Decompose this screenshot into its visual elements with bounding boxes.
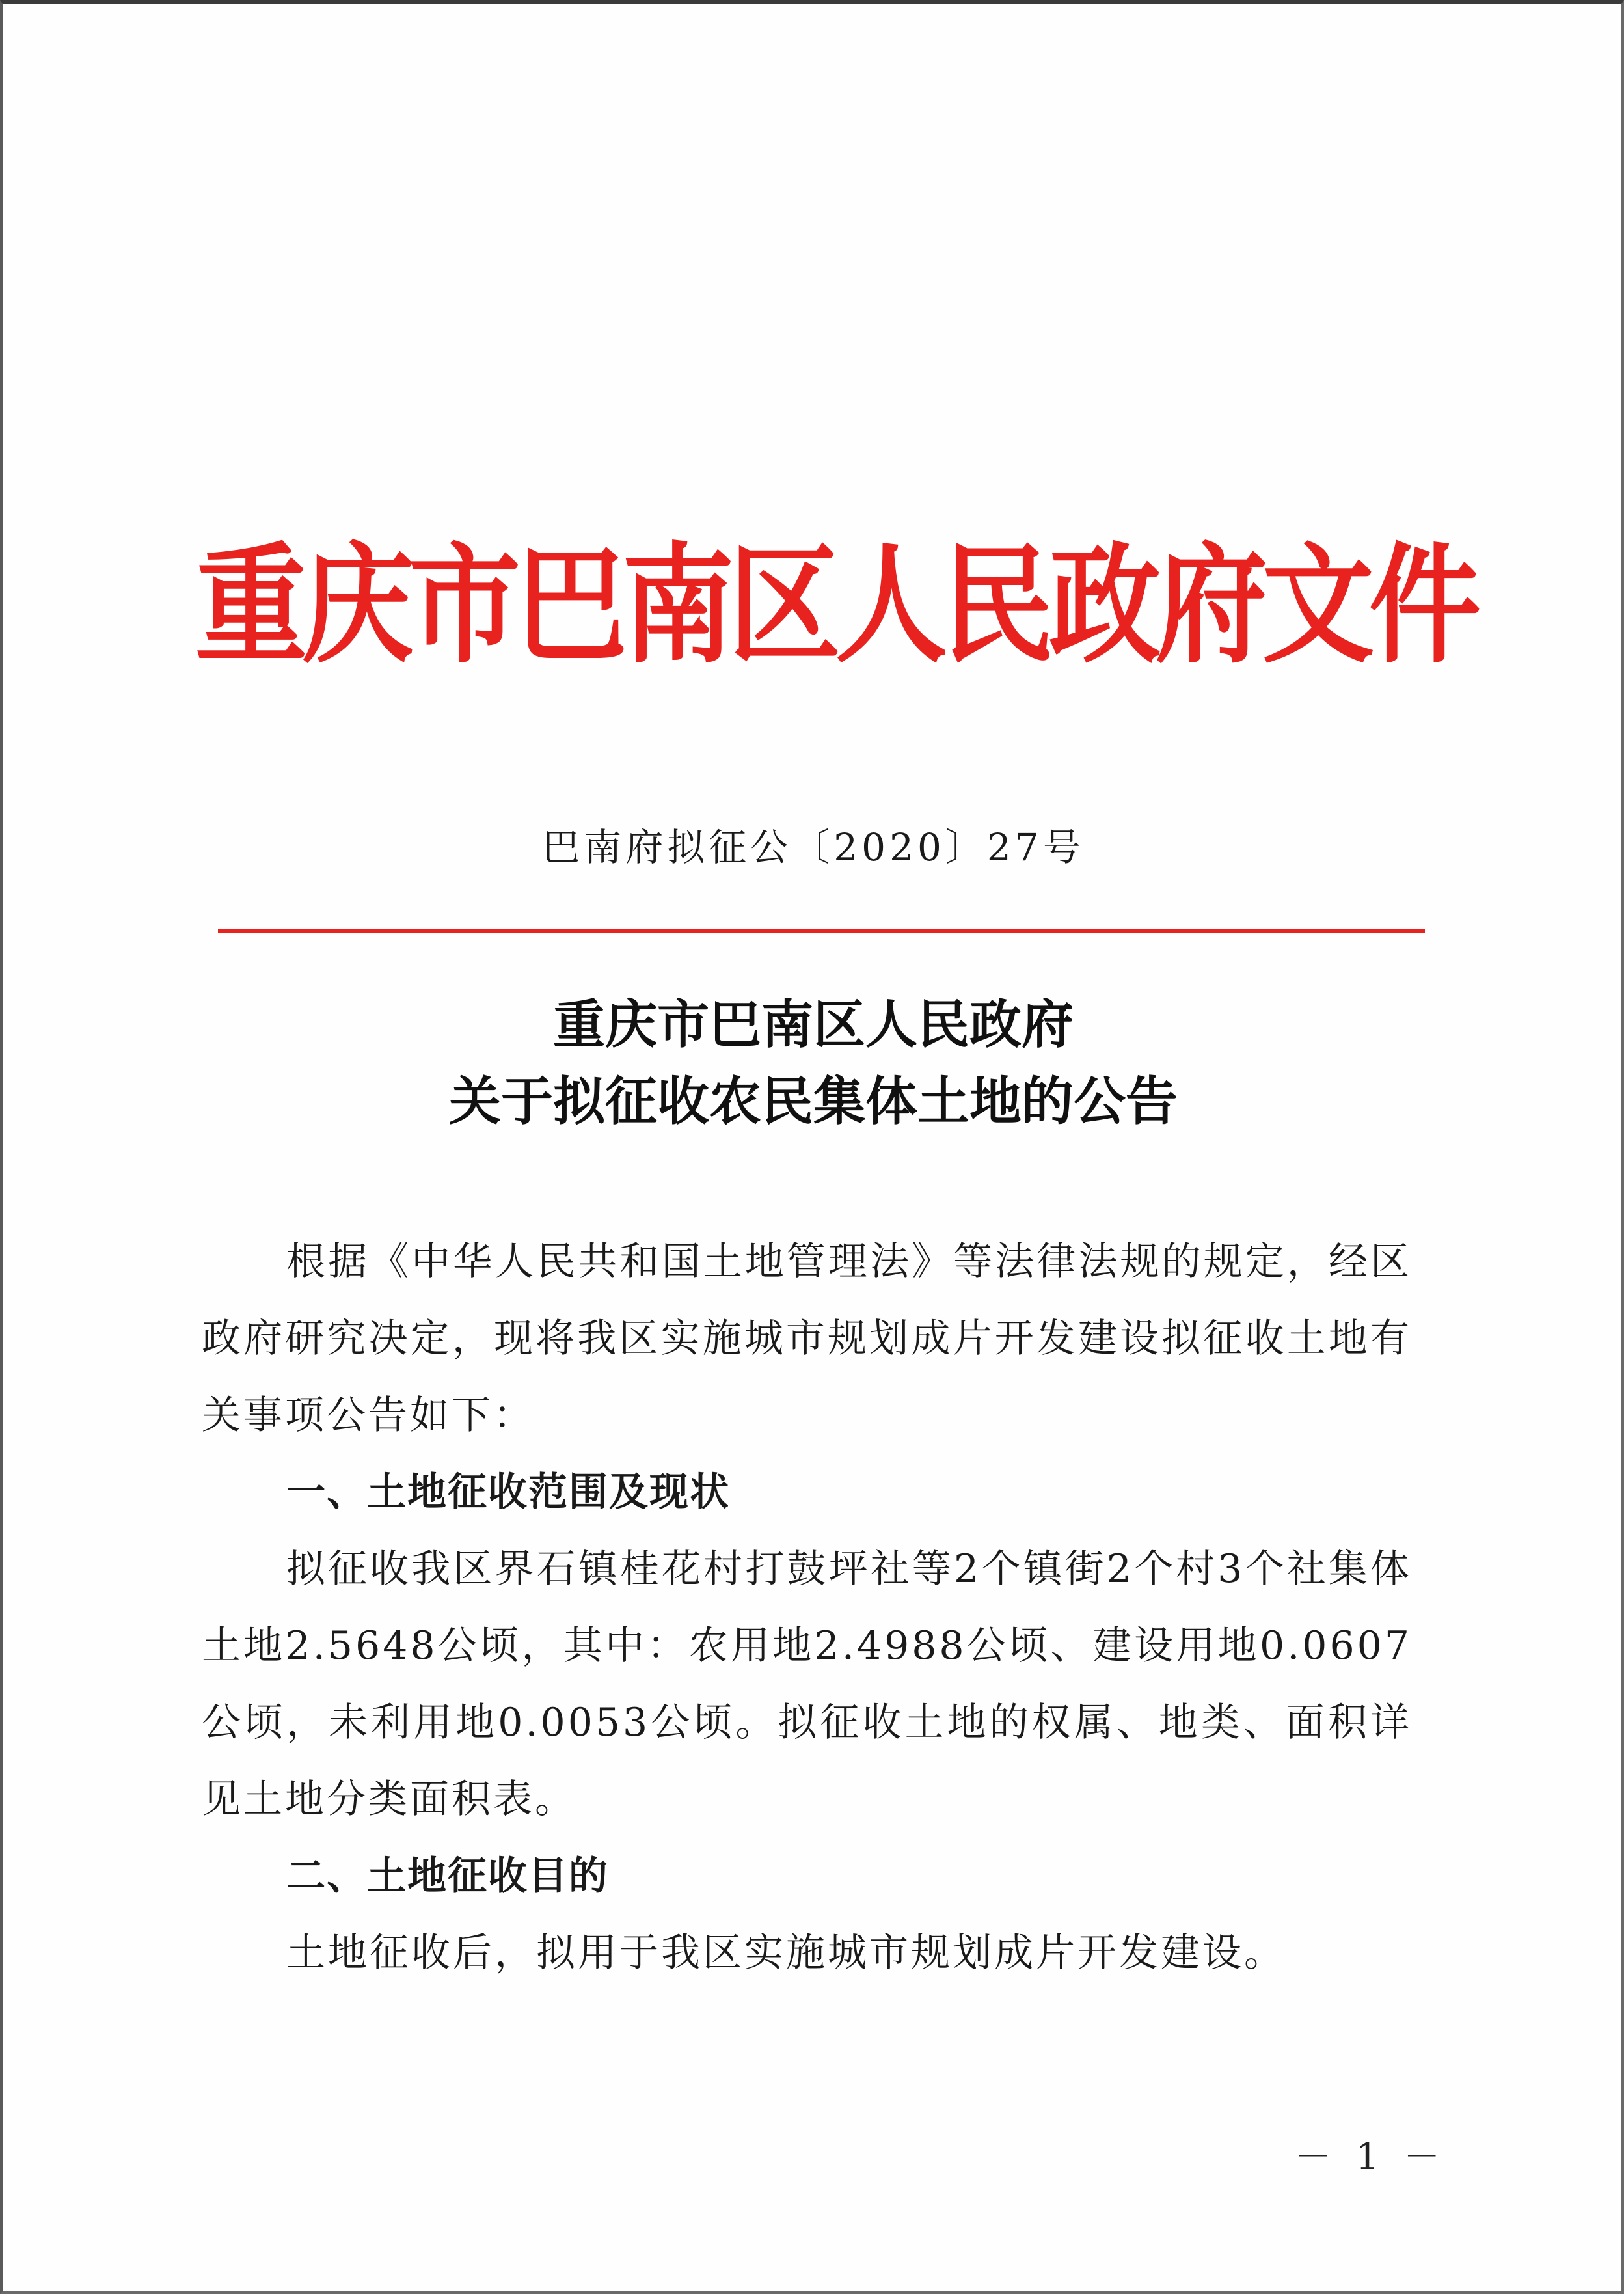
section-heading-1: 一、土地征收范围及现状 [286,1469,730,1515]
section-heading-2: 二、土地征收目的 [286,1853,609,1899]
document-red-header: 重庆市巴南区人民政府文件 [195,528,1476,681]
section-text-2: 土地征收后，拟用于我区实施城市规划成片开发建设。 [286,1930,1286,1976]
notice-title [195,986,1431,1140]
section-text-1: 拟征收我区界石镇桂花村打鼓坪社等2个镇街2个村3个社集体土地2.5648公顷，其中：农用地2.4988公顷、建设用地0.0607公顷，未利用地0.0053公顷。拟征收土地的权属、地类、面积详见土地分类面积表。 [202,1546,1412,1822]
red-divider-line [218,929,1425,933]
notice-body [202,1223,1412,1991]
page-number: － 1 － [1295,2136,1447,2178]
intro-paragraph: 根据《中华人民共和国土地管理法》等法律法规的规定，经区政府研究决定，现将我区实施城市规划成片开发建设拟征收土地有关事项公告如下： [202,1239,1412,1438]
document-number: 巴南府拟征公〔2020〕27号 [542,825,1085,869]
notice-title-line-1: 重庆市巴南区人民政府 [553,994,1074,1055]
notice-title-line-2: 关于拟征收农民集体土地的公告 [449,1071,1178,1132]
